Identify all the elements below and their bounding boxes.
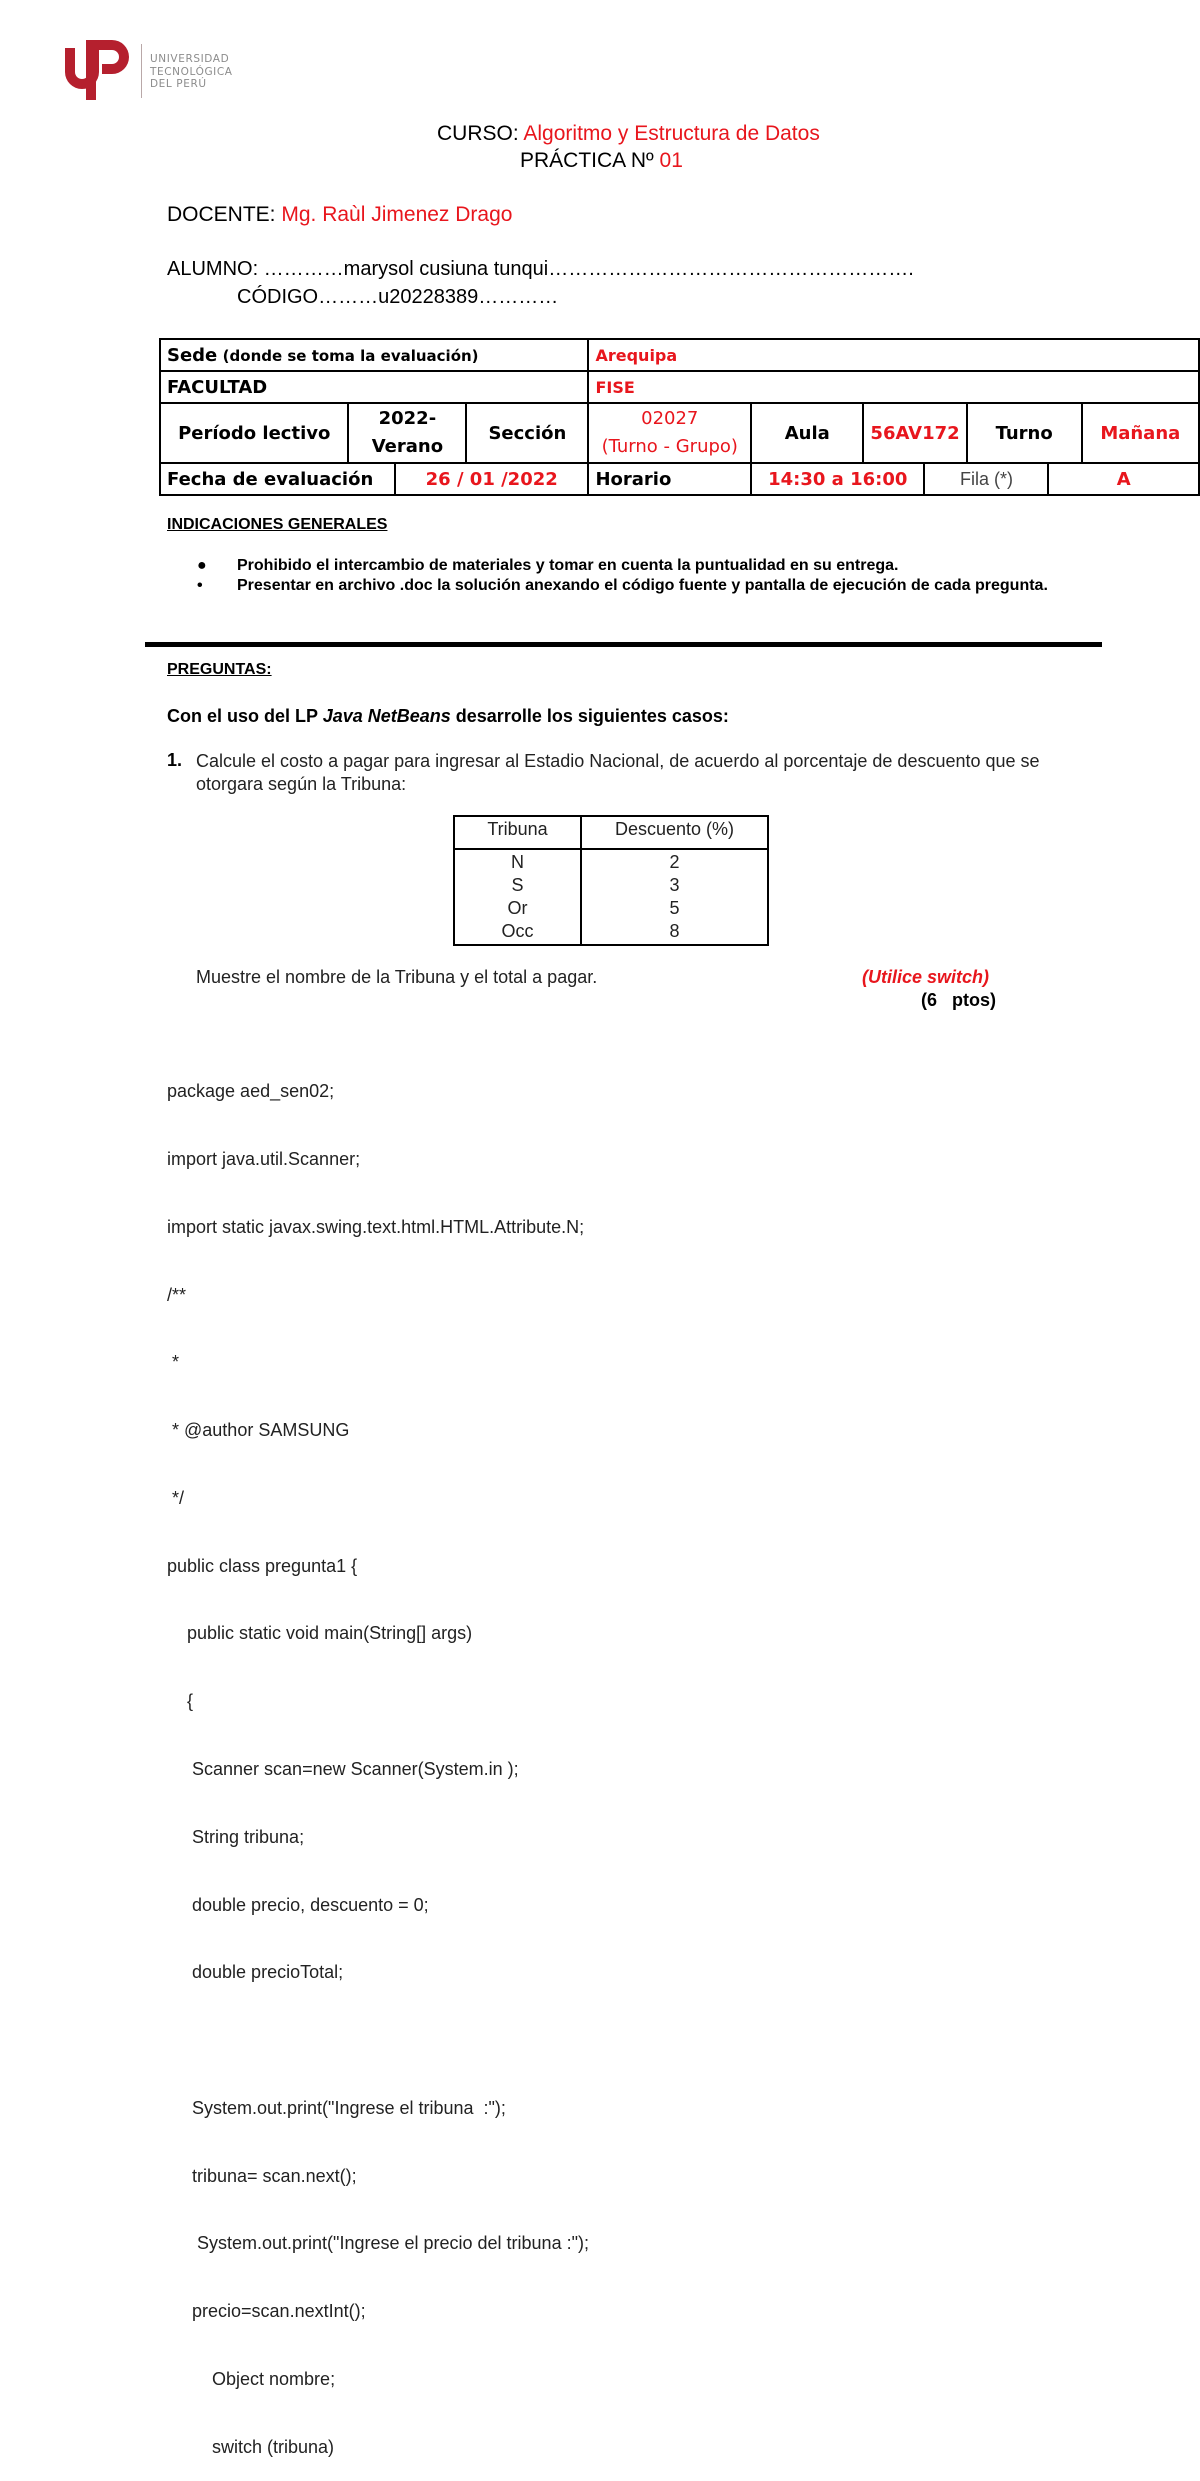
intro-italic: Java NetBeans (322, 706, 451, 726)
code-line: double precioTotal; (167, 1962, 344, 1983)
code-line (167, 2029, 589, 2052)
code-line: String tribuna; (167, 1826, 305, 1847)
code-line: Scanner scan=new Scanner(System.in ); (167, 1759, 519, 1779)
intro-pre: Con el uso del LP (167, 706, 323, 726)
sede-label: Sede (167, 344, 218, 366)
preguntas-title: PREGUNTAS: (167, 661, 272, 678)
sede-label-cell (160, 339, 588, 371)
descuento-header: Descuento (%) (581, 816, 768, 849)
periodo-value (348, 403, 466, 463)
horario-value: 14:30 a 16:00 (751, 463, 924, 495)
logo-divider (141, 44, 142, 98)
seccion-value-1: 02027 (641, 408, 699, 429)
code-line: Object nombre; (167, 2369, 336, 2390)
fila-label: Fila (*) (924, 463, 1048, 495)
codigo-line: CÓDIGO………u20228389………… (237, 286, 559, 308)
aula-value: 56AV172 (863, 403, 966, 463)
code-line: import static javax.swing.text.html.HTML.Attribute.N; (167, 1216, 585, 1237)
facultad-value: FISE (588, 371, 1199, 403)
logo-line-2: TECNOLÓGICA (150, 65, 233, 78)
code-line: * @author SAMSUNG (167, 1420, 350, 1441)
seccion-label: Sección (466, 403, 588, 463)
evaluation-info-table (159, 338, 1200, 496)
table-cell: Or (507, 898, 528, 918)
table-cell: 3 (669, 875, 680, 895)
sede-note: (donde se toma la evaluación) (222, 346, 479, 365)
periodo-value-2: Verano (371, 436, 444, 457)
tribuna-header: Tribuna (454, 816, 581, 849)
table-cell: S (511, 875, 524, 895)
docente-value: Mg. Raùl Jimenez Drago (281, 203, 513, 226)
tribuna-column (454, 849, 581, 945)
table-cell: N (511, 852, 524, 872)
code-line: import java.util.Scanner; (167, 1148, 361, 1169)
logo-wordmark (150, 53, 233, 91)
curso-value: Algoritmo y Estructura de Datos (523, 122, 820, 145)
practica-value: 01 (659, 149, 683, 172)
points-label: (6 ptos) (921, 990, 996, 1010)
alumno-line: ALUMNO: …………marysol cusiuna tunqui………………………………………………. (167, 258, 914, 280)
list-item (197, 576, 1057, 596)
question-instruction: Muestre el nombre de la Tribuna y el total a pagar. (196, 967, 598, 987)
fecha-label: Fecha de evaluación (160, 463, 395, 495)
table-cell: 2 (669, 852, 680, 872)
utp-logo (62, 38, 134, 102)
code-line: /** (167, 1284, 187, 1305)
code-line: switch (tribuna) (167, 2436, 335, 2457)
question-text: Calcule el costo a pagar para ingresar al Estadio Nacional, de acuerdo al porcentaje de descuento que se otorgara según la Tribuna: (196, 751, 1040, 794)
code-line: precio=scan.nextInt(); (167, 2301, 366, 2322)
curso-label: CURSO: (437, 122, 519, 145)
bullet-icon: • (197, 577, 203, 594)
bullet-icon: ● (197, 557, 207, 574)
horario-label: Horario (588, 463, 751, 495)
indicaciones-title: INDICACIONES GENERALES (167, 516, 388, 533)
code-line: package aed_sen02; (167, 1081, 335, 1102)
code-line: public static void main(String[] args) (167, 1623, 473, 1644)
turno-label: Turno (967, 403, 1082, 463)
seccion-value-2: (Turno - Grupo) (601, 436, 738, 457)
list-item (197, 556, 1097, 576)
preguntas-intro (167, 706, 729, 727)
practica-title (520, 149, 683, 173)
practica-label: PRÁCTICA Nº (520, 149, 654, 172)
fecha-value: 26 / 01 /2022 (395, 463, 588, 495)
fila-value: A (1048, 463, 1199, 495)
code-line: public class pregunta1 { (167, 1555, 358, 1576)
turno-value: Mañana (1082, 403, 1199, 463)
descuento-column (581, 849, 768, 945)
logo-line-1: UNIVERSIDAD (150, 53, 230, 65)
switch-note: (Utilice switch) (862, 967, 990, 987)
docente-label: DOCENTE: (167, 203, 276, 226)
code-line: */ (167, 1487, 185, 1508)
code-line: { (167, 1691, 194, 1712)
tribuna-discount-table (453, 815, 769, 946)
intro-post: desarrolle los siguientes casos: (450, 706, 729, 726)
code-line: System.out.print("Ingrese el tribuna :"); (167, 2097, 506, 2118)
question-number: 1. (167, 750, 183, 770)
section-divider (145, 642, 1102, 647)
indicacion-text: Presentar en archivo .doc la solución anexando el código fuente y pantalla de ejecución de cada pregunta. (237, 577, 1048, 594)
indicaciones-list (197, 556, 1097, 596)
code-line: tribuna= scan.next(); (167, 2165, 357, 2186)
table-cell: 5 (669, 898, 680, 918)
periodo-label: Período lectivo (160, 403, 348, 463)
indicacion-text: Prohibido el intercambio de materiales y tomar en cuenta la puntualidad en su entrega. (237, 557, 899, 574)
seccion-value (588, 403, 751, 463)
aula-label: Aula (751, 403, 863, 463)
table-cell: 8 (669, 921, 680, 941)
docente-line (167, 203, 512, 227)
code-line: * (167, 1352, 180, 1373)
code-line: System.out.print("Ingrese el precio del tribuna :"); (167, 2233, 589, 2254)
periodo-value-1: 2022- (378, 408, 437, 429)
code-block (167, 1035, 589, 2481)
sede-value: Arequipa (588, 339, 1199, 371)
logo-line-3: DEL PERÚ (150, 78, 207, 90)
code-line: double precio, descuento = 0; (167, 1894, 429, 1915)
facultad-label: FACULTAD (160, 371, 588, 403)
course-title (437, 122, 820, 146)
table-cell: Occ (501, 921, 534, 941)
